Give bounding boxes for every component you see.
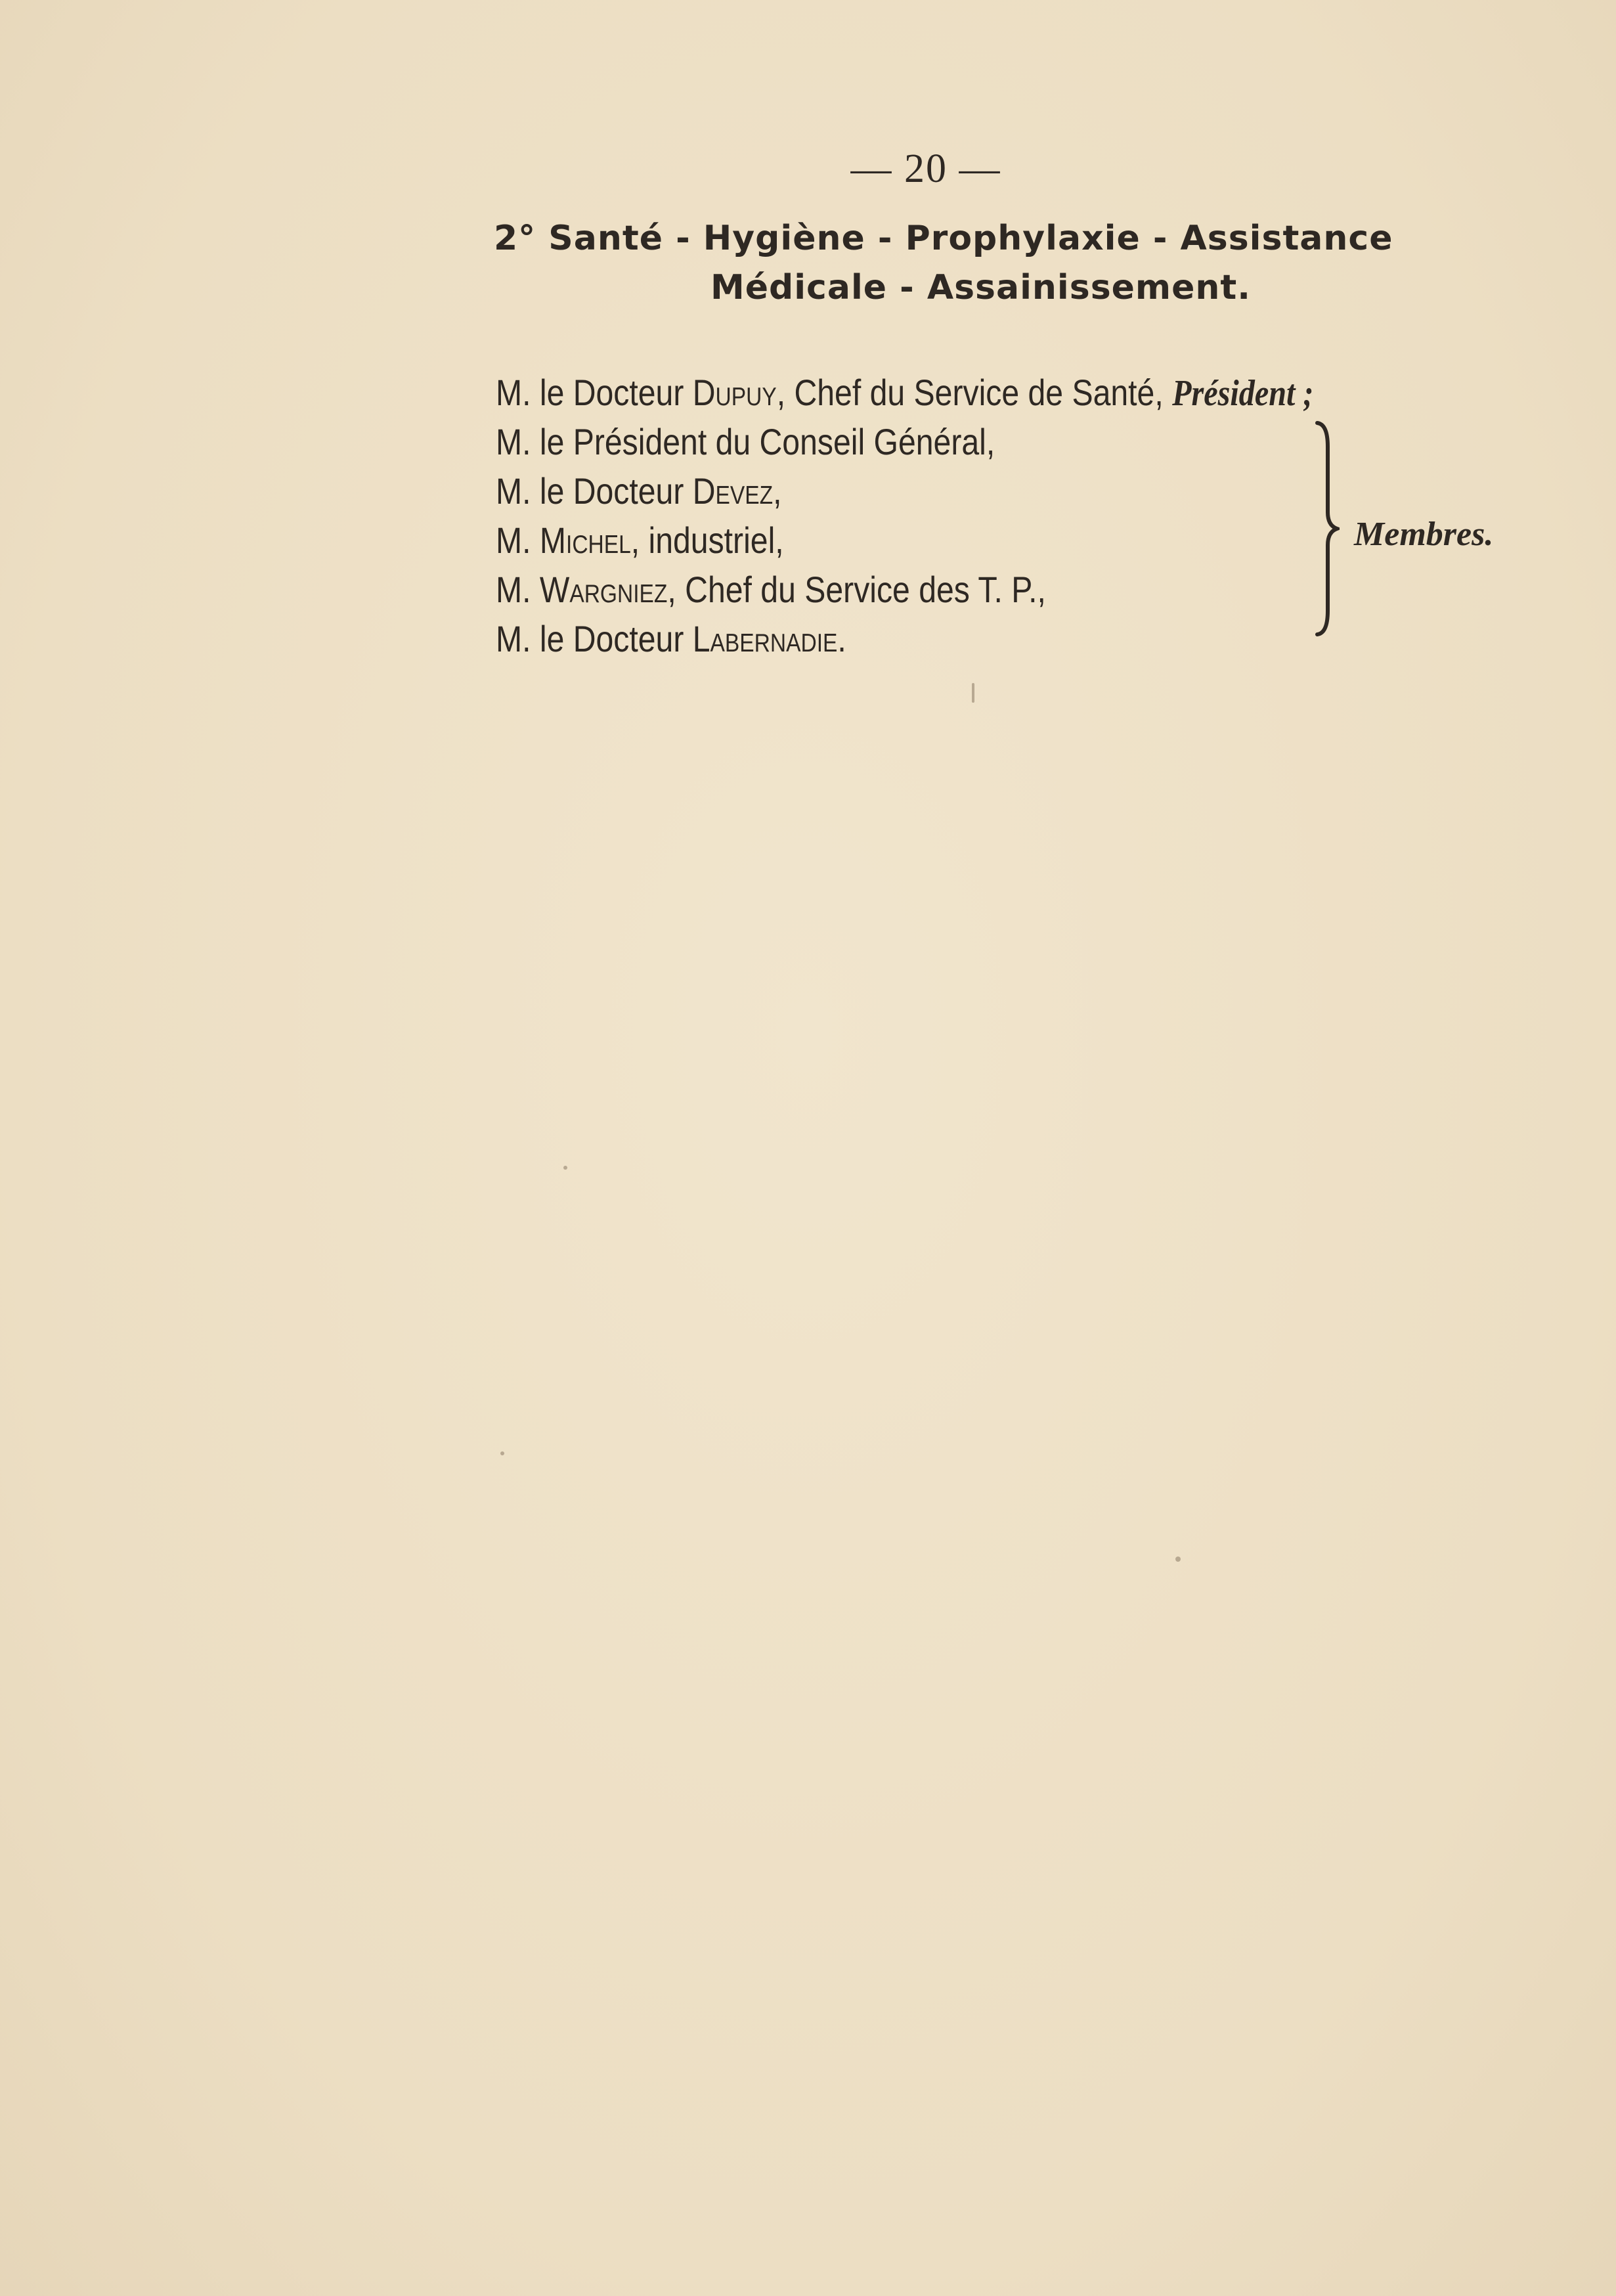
section-heading-line-2: Médicale - Assainissement. bbox=[710, 268, 1252, 307]
member-prefix: M. le Docteur bbox=[496, 470, 693, 512]
member-prefix: M. le Docteur bbox=[496, 618, 693, 659]
member-name: Dupuy bbox=[692, 372, 777, 413]
paper-speck bbox=[1175, 1556, 1181, 1562]
member-row bbox=[496, 466, 1313, 516]
page-number: — 20 — bbox=[850, 146, 1001, 191]
member-prefix: M. bbox=[496, 569, 540, 610]
member-row bbox=[496, 565, 1313, 614]
member-prefix: M. le Président du Conseil Général, bbox=[496, 421, 995, 462]
member-prefix: M. bbox=[496, 519, 540, 561]
member-name: Devez bbox=[692, 470, 774, 512]
member-row bbox=[496, 368, 1313, 417]
member-suffix: , industriel, bbox=[630, 519, 784, 561]
member-name: Wargniez bbox=[539, 569, 668, 610]
member-list bbox=[496, 368, 1313, 663]
member-suffix: , Chef du Service de Santé, bbox=[776, 372, 1173, 413]
member-row bbox=[496, 614, 1313, 663]
section-heading-line-1: 2° Santé - Hygiène - Prophylaxie - Assistance bbox=[494, 219, 1393, 258]
group-label: Membres. bbox=[1354, 516, 1494, 553]
member-name: Labernadie bbox=[692, 618, 838, 659]
paper-speck bbox=[972, 683, 974, 703]
member-name: Michel bbox=[539, 519, 631, 561]
curly-brace bbox=[1313, 420, 1340, 637]
paper-speck bbox=[500, 1451, 504, 1455]
member-suffix: , bbox=[773, 470, 782, 512]
member-suffix: . bbox=[837, 618, 846, 659]
member-suffix: , Chef du Service des T. P., bbox=[667, 569, 1046, 610]
member-row bbox=[496, 417, 1313, 466]
paper-speck bbox=[563, 1166, 567, 1170]
member-prefix: M. le Docteur bbox=[496, 372, 693, 413]
member-row bbox=[496, 516, 1313, 565]
member-role: Président ; bbox=[1172, 373, 1314, 414]
